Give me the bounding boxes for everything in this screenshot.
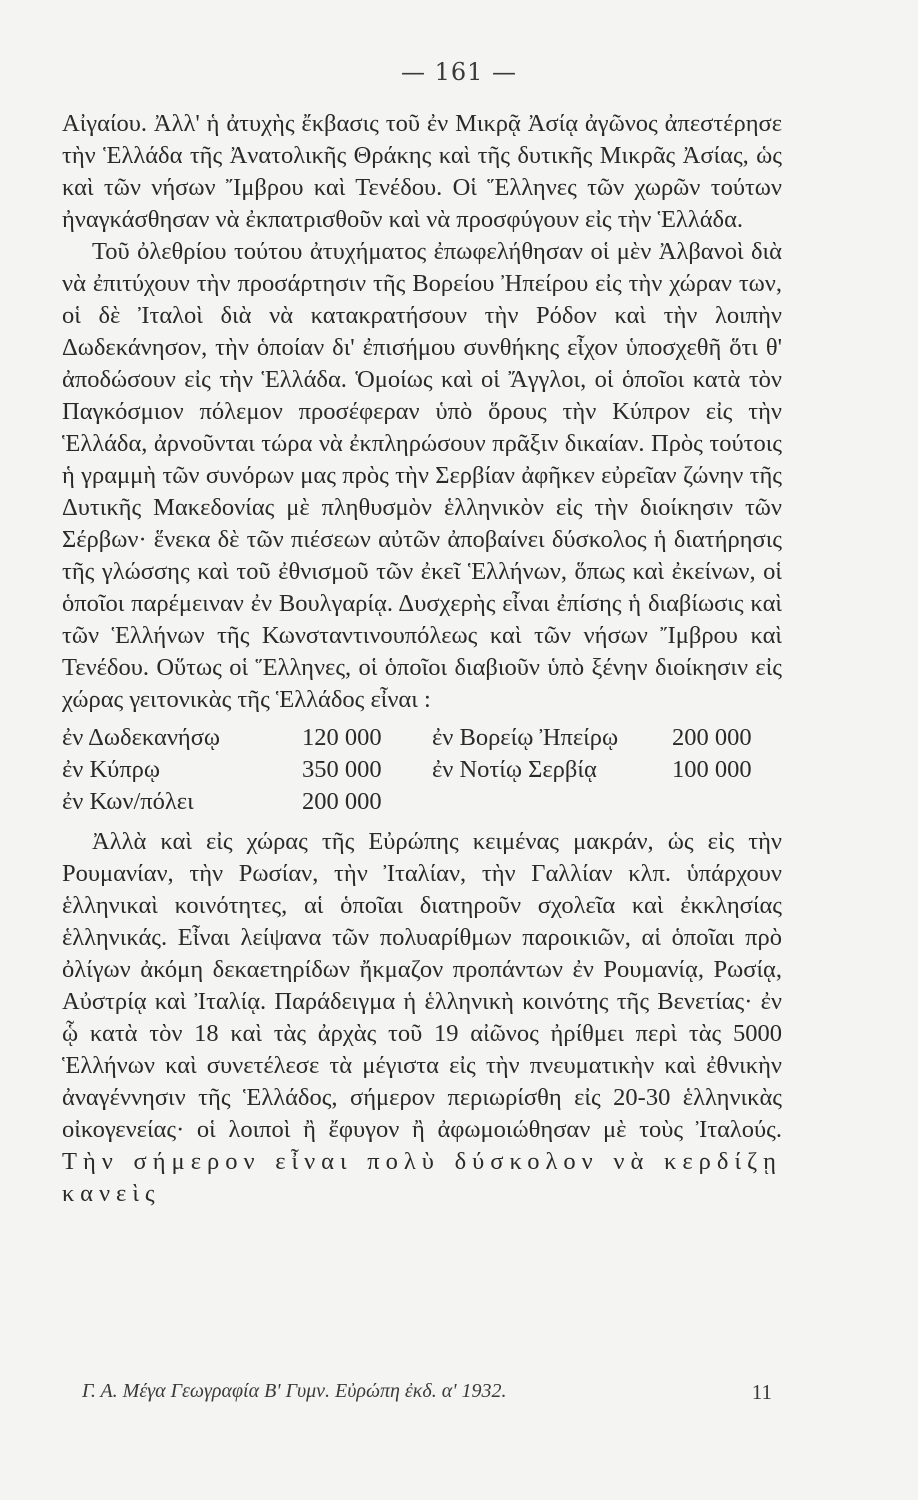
paragraph-3-text: Ἀλλὰ καὶ εἰς χώρας τῆς Εὐρώπης κειμένας μακράν, ὡς εἰς τὴν Ρουμανίαν, τὴν Ρωσίαν, τὴν Ἰταλίαν, τὴν Γαλλίαν κλπ. ὑπάρχουν ἑλληνικαὶ κοινότητες, αἱ ὁποῖαι διατηροῦν σχολεῖα καὶ ἐκκλησίας ἑλληνικάς. Εἶναι λείψανα τῶν πολυαρίθμων παροικιῶν, αἱ ὁποῖαι πρὸ ὀλίγων ἀκόμη δεκαετηρίδων ἤκμαζον προπάντων ἐν Ρουμανίᾳ, Ρωσίᾳ, Αὐστρίᾳ καὶ Ἰταλίᾳ. Παράδειγμα ἡ ἑλληνικὴ κοινότης τῆς Βενετίας· ἐν ᾧ κατὰ τὸν 18 καὶ τὰς ἀρχὰς τοῦ 19 αἰῶνος ἠρίθμει περὶ τὰς 5000 Ἑλλήνων καὶ συνετέλεσε τὰ μέγιστα εἰς τὴν πνευματικὴν καὶ ἐθνικὴν ἀναγέννησιν τῆς Ἑλλάδος, σήμερον περιωρίσθη εἰς 20-30 ἑλληνικὰς οἰκογενείας· οἱ λοιποὶ ἢ ἔφυγον ἢ ἀφωμοιώθησαν μὲ τοὺς Ἰταλούς.	[62, 828, 782, 1143]
page-number: — 161 —	[400, 58, 518, 86]
paragraph-3	[62, 826, 782, 1210]
table-cell-place: ἐν Νοτίῳ Σερβίᾳ	[432, 756, 597, 783]
table-cell-number: 200 000	[302, 788, 382, 815]
table-row	[62, 754, 782, 786]
table-cell-number: 100 000	[672, 756, 752, 783]
table-cell-number: 200 000	[672, 724, 752, 751]
table-row	[62, 722, 782, 754]
body-text	[62, 108, 782, 1210]
table-cell-number	[672, 786, 782, 818]
table-row	[62, 786, 782, 818]
table-cell-number: 120 000	[302, 724, 382, 751]
population-table	[62, 722, 782, 818]
footer-citation: Γ. Α. Μέγα Γεωγραφία Β' Γυμν. Εὐρώπη ἐκδ. α' 1932.	[82, 1380, 507, 1402]
table-cell-place: ἐν Βορείῳ Ἠπείρῳ	[432, 724, 619, 751]
paragraph-1: Αἰγαίου. Ἀλλ' ἡ ἀτυχὴς ἔκβασις τοῦ ἐν Μικρᾷ Ἀσίᾳ ἀγῶνος ἀπεστέρησε τὴν Ἑλλάδα τῆς Ἀνατολικῆς Θράκης καὶ τῆς δυτικῆς Μικρᾶς Ἀσίας, ὡς καὶ τῶν νήσων Ἴμβρου καὶ Τενέδου. Οἱ Ἕλληνες τῶν χωρῶν τούτων ἠναγκάσθησαν νὰ ἐκπατρισθοῦν καὶ νὰ προσφύγουν εἰς τὴν Ἑλλάδα.	[62, 110, 782, 233]
table-cell-place: ἐν Κύπρῳ	[62, 756, 161, 783]
paragraph-3-spaced-text: Τὴν σήμερον εἶναι πολὺ δύσκολον νὰ κερδίζῃ κανεὶς	[62, 1148, 782, 1207]
table-cell-place	[432, 786, 672, 818]
table-cell-place: ἐν Κων/πόλει	[62, 788, 194, 815]
paragraph-2: Τοῦ ὀλεθρίου τούτου ἀτυχήματος ἐπωφελήθησαν οἱ μὲν Ἀλβανοὶ διὰ νὰ ἐπιτύχουν τὴν προσάρτησιν τῆς Βορείου Ἠπείρου εἰς τὴν χώραν των, οἱ δὲ Ἰταλοὶ διὰ νὰ κατακρατήσουν τὴν Ρόδον καὶ τὴν λοιπὴν Δωδεκάνησον, τὴν ὁποίαν δι' ἐπισήμου συνθήκης εἶχον ὑποσχεθῆ ὅτι θ' ἀποδώσουν εἰς τὴν Ἑλλάδα. Ὁμοίως καὶ οἱ Ἄγγλοι, οἱ ὁποῖοι κατὰ τὸν Παγκόσμιον πόλεμον προσέφεραν ὑπὸ ὅρους τὴν Κύπρον εἰς τὴν Ἑλλάδα, ἀρνοῦνται τώρα νὰ ἐκπληρώσουν πρᾶξιν δικαίαν. Πρὸς τούτοις ἡ γραμμὴ τῶν συνόρων μας πρὸς τὴν Σερβίαν ἀφῆκεν εὐρεῖαν ζώνην τῆς Δυτικῆς Μακεδονίας μὲ πληθυσμὸν ἑλληνικὸν εἰς τὴν διοίκησιν τῶν Σέρβων· ἕνεκα δὲ τῶν πιέσεων αὐτῶν ἀποβαίνει δύσκολος ἡ διατήρησις τῆς γλώσσης καὶ τοῦ ἐθνισμοῦ τῶν ἐκεῖ Ἑλλήνων, ὅπως καὶ ἐκείνων, οἱ ὁποῖοι παρέμειναν ἐν Βουλγαρίᾳ. Δυσχερὴς εἶναι ἐπίσης ἡ διαβίωσις καὶ τῶν Ἑλλήνων τῆς Κωνσταντινουπόλεως καὶ τῶν νήσων Ἴμβρου καὶ Τενέδου. Οὕτως οἱ Ἕλληνες, οἱ ὁποῖοι διαβιοῦν ὑπὸ ξένην διοίκησιν εἰς χώρας γειτονικὰς τῆς Ἑλλάδος εἶναι :	[62, 238, 782, 713]
printer-signature: 11	[751, 1380, 772, 1404]
table-cell-place: ἐν Δωδεκανήσῳ	[62, 724, 221, 751]
footer-note	[82, 1380, 772, 1403]
table-cell-number: 350 000	[302, 756, 382, 783]
